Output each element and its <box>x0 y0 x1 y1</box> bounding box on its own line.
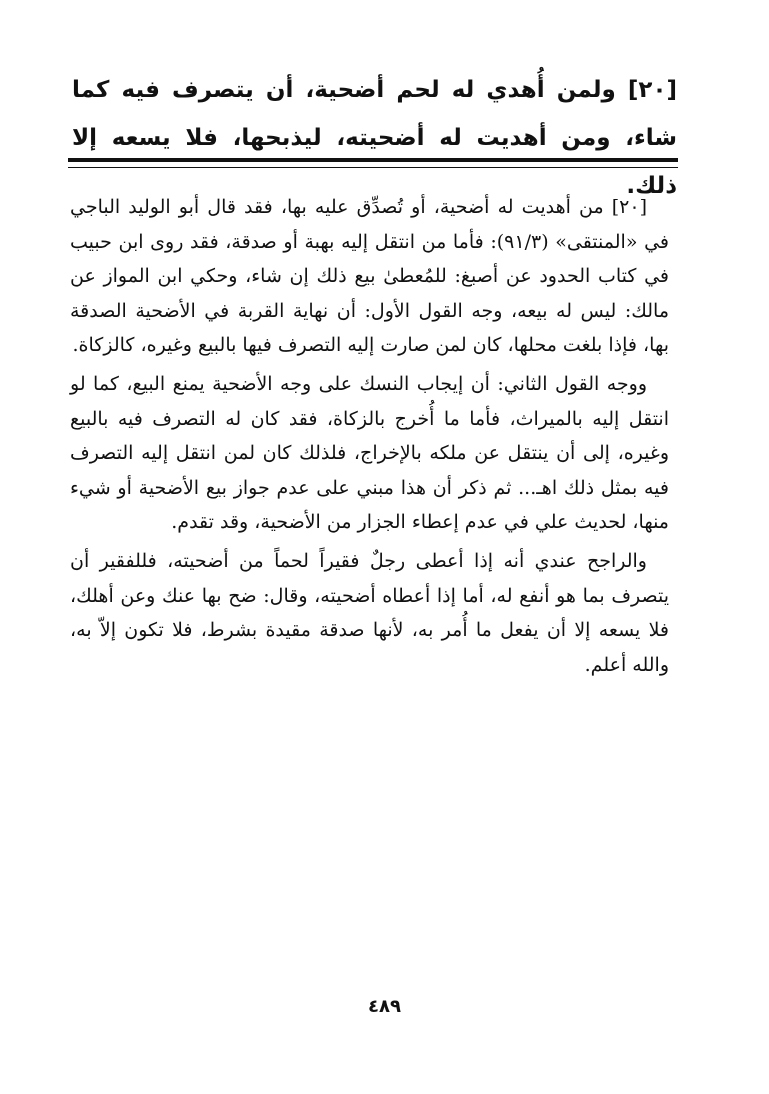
heading-divider-thick <box>68 158 678 162</box>
section-heading: [٢٠] ولمن أُهدي له لحم أضحية، أن يتصرف فيه كما شاء، ومن أهديت له أضحيته، ليذبحها، فلا يسعه إلا ذلك. <box>72 77 677 199</box>
heading-divider-thin <box>68 167 678 168</box>
paragraph-2: ووجه القول الثاني: أن إيجاب النسك على وجه الأضحية يمنع البيع، كما لو انتقل إليه بالميراث، فأما ما أُخرج بالزكاة، فقد كان له التصرف فيه بالبيع وغيره، إلى أن ينتقل عن ملكه بالإخراج، فلذلك كان لمن انتقل إليه التصرف فيه بمثل ذلك اهـ... ثم ذكر أن هذا مبني على عدم جواز بيع الأضحية أو شيء منها، لحديث علي في عدم إعطاء الجزار من الأضحية، وقد تقدم. <box>70 372 669 534</box>
commentary-body <box>70 190 669 686</box>
paragraph-3: والراجح عندي أنه إذا أعطى رجلٌ فقيراً لحماً من أضحيته، فللفقير أن يتصرف بما هو أنفع له، أما إذا أعطاه أضحيته، وقال: ضح بها عنك وعن أهلك، فلا يسعه إلا أن يفعل ما أُمر به، لأنها صدقة مقيدة بشرط، فلا تكون إلاّ به، والله أعلم. <box>70 549 669 676</box>
paragraph-1: [٢٠] من أهديت له أضحية، أو تُصدِّق عليه بها، فقد قال أبو الوليد الباجي في «المنتقى» (٩١/٣): فأما من انتقل إليه بهبة أو صدقة، فقد روى ابن حبيب في كتاب الحدود عن أصبغ: للمُعطىٰ بيع ذلك إن شاء، وحكي ابن المواز عن مالك: ليس له بيعه، وجه القول الأول: أن نهاية القربة في الأضحية الصدقة بها، فإذا بلغت محلها، كان لمن صارت إليه التصرف فيها بالبيع وغيره، كالزكاة. <box>70 196 669 357</box>
page-number: ٤٨٩ <box>368 996 401 1017</box>
